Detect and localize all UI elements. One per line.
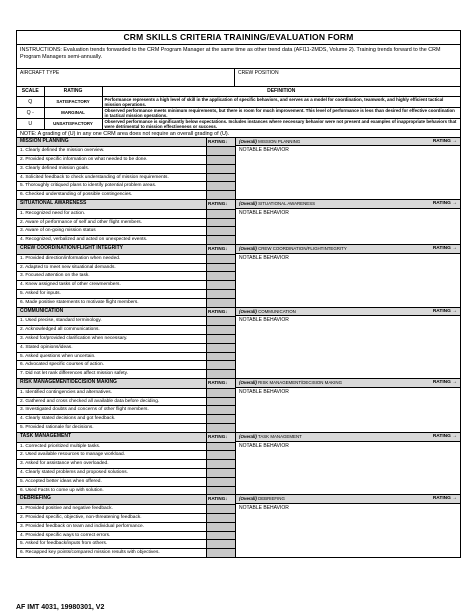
rating-label: RATING (208, 201, 226, 207)
rating-column-header (206, 495, 235, 504)
notable-behavior-field[interactable] (236, 442, 460, 450)
rating-cell[interactable] (206, 174, 235, 182)
overall-panel (235, 495, 460, 557)
criteria-text: 5. Asked questions when uncertain. (20, 353, 96, 359)
scale-rating: SATISFACTORY (44, 96, 102, 107)
criteria-text: 2. Adapted to meet new situational demands. (20, 264, 116, 270)
rating-cell[interactable] (206, 272, 235, 280)
criteria-text: 2. Acknowledged all communications. (20, 327, 100, 333)
section-communication (17, 308, 460, 379)
scale-rating: UNSATISFACTORY (44, 118, 102, 129)
criteria-item (17, 531, 235, 540)
aircraft-type-label: AIRCRAFT TYPE (20, 70, 60, 76)
overall-rating-field[interactable] (421, 379, 457, 387)
section-title: SITUATIONAL AWARENESS (20, 200, 87, 207)
criteria-item (17, 414, 235, 423)
right-arrow-icon: → (452, 246, 457, 252)
overall-section-name: SITUATIONAL AWARENESS (258, 201, 316, 207)
criteria-item (17, 423, 235, 432)
overall-header (236, 308, 460, 317)
rating-label: RATING (208, 308, 226, 314)
criteria-item (17, 450, 235, 459)
criteria-text: 4. Recognized, verbalized and acted on unexpected events. (20, 237, 148, 243)
criteria-text: 1. Used precise, standard terminology. (20, 318, 102, 324)
down-arrow-icon: ↓ (225, 380, 228, 386)
rating-cell[interactable] (206, 549, 235, 557)
section-crew-coordination-flight-integrity (17, 245, 460, 308)
criteria-item (17, 289, 235, 298)
criteria-item (17, 280, 235, 289)
criteria-item (17, 155, 235, 164)
rating-cell[interactable] (206, 443, 235, 451)
right-arrow-icon: → (452, 201, 457, 207)
overall-panel (235, 379, 460, 432)
rating-cell[interactable] (206, 227, 235, 235)
notable-behavior-field[interactable] (236, 504, 460, 512)
criteria-text: 2. Aware of performance of self and other flight members. (20, 219, 143, 225)
rating-column-header (206, 245, 235, 254)
notable-behavior-label: NOTABLE BEHAVIOR (239, 209, 289, 216)
overall-label: (Overall) (239, 246, 257, 252)
criteria-text: 3. Asked for assistance when overloaded. (20, 461, 109, 467)
right-arrow-icon: → (452, 138, 457, 144)
rating-label: RATING (432, 201, 451, 207)
section-task-management (17, 433, 460, 496)
criteria-item (17, 146, 235, 155)
criteria-text: 1. Corrected prioritized multiple tasks. (20, 443, 101, 449)
criteria-item (17, 298, 235, 307)
rating-cell[interactable] (206, 219, 235, 227)
criteria-item (17, 226, 235, 235)
criteria-item (17, 218, 235, 227)
rating-cell[interactable] (206, 398, 235, 406)
criteria-item (17, 522, 235, 531)
crm-evaluation-form (16, 30, 461, 558)
criteria-text: 5. Asked for feedback/inputs from others. (20, 541, 108, 547)
criteria-item (17, 352, 235, 361)
criteria-text: 3. Aware of on-going mission status (20, 228, 96, 234)
overall-rating-field[interactable] (421, 308, 457, 316)
rating-label: RATING (432, 138, 451, 144)
rating-cell[interactable] (206, 460, 235, 468)
criteria-text: 3. Clearly defined mission goals. (20, 165, 90, 171)
criteria-item (17, 334, 235, 343)
scale-symbol: U (17, 118, 44, 129)
criteria-text: 1. Identified contingencies and alternatives. (20, 389, 113, 395)
criteria-item (17, 164, 235, 173)
criteria-item (17, 388, 235, 397)
criteria-item (17, 486, 235, 495)
rating-cell[interactable] (206, 389, 235, 397)
scale-rating: MARGINAL (44, 107, 102, 118)
rating-cell[interactable] (206, 165, 235, 173)
criteria-text: 4. Solicited feedback to check understanding of mission requirements. (20, 174, 169, 180)
criteria-item (17, 181, 235, 190)
rating-cell[interactable] (206, 182, 235, 190)
criteria-list (17, 245, 235, 307)
criteria-text: 1. Clearly defined the mission overview. (20, 148, 105, 154)
criteria-text: 4. Clearly stated problems and proposed solutions. (20, 469, 128, 475)
criteria-text: 4. Clearly stated decisions and got feedback. (20, 416, 116, 422)
rating-cell[interactable] (206, 335, 235, 343)
overall-panel (235, 308, 460, 378)
overall-title (239, 495, 421, 503)
notable-behavior-field[interactable] (236, 316, 460, 324)
criteria-list (17, 200, 235, 244)
rating-cell[interactable] (206, 281, 235, 289)
rating-cell[interactable] (206, 191, 235, 199)
section-header (17, 495, 235, 504)
form-title: CRM SKILLS CRITERIA TRAINING/EVALUATION FORM (17, 31, 460, 45)
scale-header-row (17, 87, 460, 96)
criteria-item (17, 459, 235, 468)
rating-cell[interactable] (206, 540, 235, 548)
criteria-text: 5. Provided rationale for decisions. (20, 425, 94, 430)
rating-cell[interactable] (206, 487, 235, 495)
overall-section-name: RISK MANAGEMENT/DECISION MAKING (258, 380, 342, 386)
rating-cell[interactable] (206, 451, 235, 459)
rating-cell[interactable] (206, 514, 235, 522)
overall-title (239, 308, 421, 316)
rating-cell[interactable] (206, 478, 235, 486)
overall-panel (235, 138, 460, 200)
criteria-text: 2. Provided specific, objective, non-threatening feedback. (20, 514, 142, 520)
aircraft-type-field[interactable] (17, 69, 235, 86)
section-situational-awareness (17, 200, 460, 245)
right-arrow-icon: → (452, 433, 457, 439)
overall-section-name: COMMUNICATION (258, 308, 296, 314)
section-title: MISSION PLANNING (20, 137, 69, 144)
criteria-item (17, 325, 235, 334)
overall-rating-field[interactable] (421, 495, 457, 503)
notable-behavior-label: NOTABLE BEHAVIOR (239, 442, 289, 449)
criteria-text: 1. Provided direction/information when needed. (20, 255, 121, 261)
rating-cell[interactable] (206, 361, 235, 369)
overall-header (236, 138, 460, 147)
criteria-text: 6. Used Facts to come up with solution. (20, 487, 104, 493)
overall-header (236, 245, 460, 254)
criteria-text: 2. Used available resources to manage workload. (20, 452, 126, 458)
overall-section-name: CREW COORDINATION/FLIGHTINTEGRITY (258, 246, 347, 252)
section-header (17, 379, 235, 388)
criteria-list (17, 379, 235, 432)
section-title: DEBRIEFING (20, 495, 51, 502)
grading-note: NOTE: A grading of (U) in any one CRM area does not require an overall grading of (U). (17, 130, 460, 138)
criteria-item (17, 442, 235, 451)
overall-rating-field[interactable] (421, 138, 457, 146)
form-number: AF IMT 4031, 19980301, V2 (16, 604, 105, 611)
criteria-sections (17, 138, 460, 557)
criteria-item (17, 513, 235, 522)
scale-header: SCALE (17, 87, 44, 96)
section-mission-planning (17, 138, 460, 201)
overall-title (239, 379, 421, 387)
scale-symbol: Q - (17, 107, 44, 118)
rating-label: RATING (208, 496, 226, 502)
scale-symbol: Q (17, 96, 44, 107)
overall-header (236, 433, 460, 442)
criteria-item (17, 360, 235, 369)
rating-header: RATING (44, 87, 102, 96)
rating-label: RATING (208, 246, 226, 252)
notable-behavior-label: NOTABLE BEHAVIOR (239, 317, 289, 324)
rating-label: RATING (208, 433, 226, 439)
down-arrow-icon: ↓ (225, 138, 228, 144)
overall-header (236, 495, 460, 504)
criteria-text: 2. Gathered and cross checked all available data before deciding. (20, 398, 160, 404)
section-header (17, 200, 235, 209)
criteria-list (17, 495, 235, 557)
down-arrow-icon: ↓ (225, 246, 228, 252)
criteria-text: 4. Provided specific ways to correct errors. (20, 532, 111, 538)
criteria-item (17, 405, 235, 414)
rating-column-header (206, 308, 235, 317)
criteria-text: 3. Provided feedback on team and individual performance. (20, 523, 144, 529)
rating-scale-table (17, 87, 460, 130)
rating-label: RATING (432, 380, 451, 386)
overall-section-name: DEBRIEFING (258, 496, 285, 502)
notable-behavior-label: NOTABLE BEHAVIOR (239, 505, 289, 512)
criteria-text: 6. Made positive statements to motivate flight members. (20, 299, 139, 305)
rating-label: RATING (432, 496, 451, 502)
notable-behavior-field[interactable] (236, 388, 460, 396)
rating-label: RATING (208, 380, 226, 386)
down-arrow-icon: ↓ (225, 201, 228, 207)
criteria-item (17, 539, 235, 548)
overall-header (236, 200, 460, 209)
criteria-text: 3. Focused attention on the task. (20, 273, 90, 279)
rating-cell[interactable] (206, 523, 235, 531)
rating-cell[interactable] (206, 255, 235, 263)
overall-header (236, 379, 460, 388)
crew-position-field[interactable] (235, 69, 460, 86)
scale-row (17, 107, 460, 118)
rating-label: RATING (208, 138, 226, 144)
section-header (17, 245, 235, 254)
criteria-list (17, 308, 235, 378)
criteria-list (17, 433, 235, 495)
criteria-item (17, 263, 235, 272)
scale-row (17, 96, 460, 107)
overall-label: (Overall) (239, 496, 257, 502)
criteria-item (17, 504, 235, 513)
rating-label: RATING (432, 246, 451, 252)
criteria-text: 7. Did not let rank differences affect mission safety. (20, 371, 128, 377)
criteria-item (17, 548, 235, 557)
rating-label: RATING (432, 433, 451, 439)
section-title: COMMUNICATION (20, 307, 64, 314)
rating-cell[interactable] (206, 156, 235, 164)
form-header-fields (17, 69, 460, 87)
rating-cell[interactable] (206, 317, 235, 325)
rating-cell[interactable] (206, 370, 235, 378)
rating-label: RATING (432, 308, 451, 314)
overall-title (239, 138, 421, 146)
overall-section-name: MISSION PLANNING (258, 138, 301, 144)
section-title: CREW COORDINATION/FLIGHT INTEGRITY (20, 245, 123, 252)
notable-behavior-field[interactable] (236, 209, 460, 217)
criteria-item (17, 271, 235, 280)
instructions: INSTRUCTIONS: Evaluation trends forwarded to the CRM Program Manager at the same time as other trend data (AFI11-2MDS, Volume 2). Training trends forward to the CRM Program Managers semi-annually. (17, 45, 460, 69)
criteria-text: 3. Investigated doubts and concerns of other flight members. (20, 407, 149, 413)
right-arrow-icon: → (452, 496, 457, 502)
rating-cell[interactable] (206, 264, 235, 272)
rating-cell[interactable] (206, 290, 235, 298)
section-header (17, 308, 235, 317)
criteria-item (17, 209, 235, 218)
criteria-text: 5. Asked for inputs. (20, 291, 61, 297)
rating-cell[interactable] (206, 299, 235, 307)
criteria-item (17, 397, 235, 406)
criteria-text: 6. Recapped key points/compared mission results with objectives. (20, 550, 160, 556)
section-header (17, 433, 235, 442)
scale-definition: Performance represents a high level of skill in the application of specific behaviors, and serves as a model for coordination, teamwork, and highly efficient tactical mission operations. (102, 96, 460, 107)
notable-behavior-label: NOTABLE BEHAVIOR (239, 147, 289, 154)
rating-cell[interactable] (206, 326, 235, 334)
criteria-text: 6. Checked understanding of possible contingencies. (20, 192, 133, 198)
criteria-item (17, 343, 235, 352)
criteria-text: 4. Stated opinions/ideas. (20, 344, 73, 350)
criteria-item (17, 254, 235, 263)
overall-rating-field[interactable] (421, 245, 457, 253)
overall-panel (235, 200, 460, 244)
notable-behavior-field[interactable] (236, 254, 460, 262)
down-arrow-icon: ↓ (225, 496, 228, 502)
rating-cell[interactable] (206, 353, 235, 361)
rating-cell[interactable] (206, 415, 235, 423)
overall-panel (235, 245, 460, 307)
overall-title (239, 433, 421, 441)
criteria-text: 3. Asked for/provided clarification when necessary. (20, 336, 128, 342)
section-debriefing (17, 495, 460, 557)
criteria-item (17, 190, 235, 199)
overall-section-name: TASK MANAGEMENT (257, 433, 302, 439)
criteria-text: 5. Accepted better ideas when offered. (20, 478, 102, 484)
notable-behavior-label: NOTABLE BEHAVIOR (239, 254, 289, 261)
criteria-text: 1. Recognized need for action. (20, 210, 86, 216)
overall-label: (Overall) (239, 433, 257, 439)
overall-title (239, 200, 421, 208)
rating-column-header (206, 433, 235, 442)
criteria-item (17, 477, 235, 486)
section-risk-management-decision-making (17, 379, 460, 433)
criteria-text: 2. Provided specific information on what needed to be done. (20, 157, 148, 163)
notable-behavior-field[interactable] (236, 146, 460, 154)
overall-rating-field[interactable] (421, 200, 457, 208)
rating-cell[interactable] (206, 424, 235, 432)
criteria-text: 5. Thoroughly critiqued plans to identify potential problem areas. (20, 183, 157, 189)
rating-cell[interactable] (206, 236, 235, 244)
rating-cell[interactable] (206, 210, 235, 218)
criteria-text: 6. Advocated specific courses of action. (20, 362, 104, 368)
right-arrow-icon: → (452, 308, 457, 314)
section-title: RISK MANAGEMENT/DECISION MAKING (20, 379, 117, 386)
rating-cell[interactable] (206, 469, 235, 477)
overall-panel (235, 433, 460, 495)
crew-position-label: CREW POSITION (238, 70, 279, 76)
criteria-item (17, 316, 235, 325)
section-header (17, 138, 235, 147)
overall-label: (Overall) (239, 201, 257, 207)
rating-cell[interactable] (206, 406, 235, 414)
rating-column-header (206, 200, 235, 209)
criteria-text: 1. Provided positive and negative feedback. (20, 506, 113, 512)
scale-row (17, 118, 460, 129)
criteria-list (17, 138, 235, 200)
criteria-item (17, 173, 235, 182)
overall-label: (Overall) (239, 308, 257, 314)
right-arrow-icon: → (452, 380, 457, 386)
overall-rating-field[interactable] (421, 433, 457, 441)
down-arrow-icon: ↓ (225, 433, 228, 439)
criteria-text: 4. Knew assigned tasks of other crewmembers. (20, 282, 121, 288)
rating-cell[interactable] (206, 532, 235, 540)
rating-cell[interactable] (206, 505, 235, 513)
criteria-item (17, 468, 235, 477)
criteria-item (17, 369, 235, 378)
notable-behavior-label: NOTABLE BEHAVIOR (239, 388, 289, 395)
section-title: TASK MANAGEMENT (20, 432, 72, 439)
overall-title (239, 245, 421, 253)
overall-label: (Overall) (239, 380, 257, 386)
rating-column-header (206, 379, 235, 388)
scale-definition: Observed performance meets minimum requirements, but there is room for much improvement. This level of performance is less than desired for effective coordination in tactical mission operations. (102, 107, 460, 118)
rating-column-header (206, 138, 235, 147)
overall-label: (Overall) (239, 138, 257, 144)
rating-cell[interactable] (206, 147, 235, 155)
rating-cell[interactable] (206, 344, 235, 352)
definition-header: DEFINITION (102, 87, 460, 96)
down-arrow-icon: ↓ (225, 308, 228, 314)
scale-definition: Observed performance is significantly below expectations. Includes instances where necessary behavior were not present and examples of inappropriate behaviors that were detrimental to mission effectiveness or success. (102, 118, 460, 129)
criteria-item (17, 235, 235, 244)
